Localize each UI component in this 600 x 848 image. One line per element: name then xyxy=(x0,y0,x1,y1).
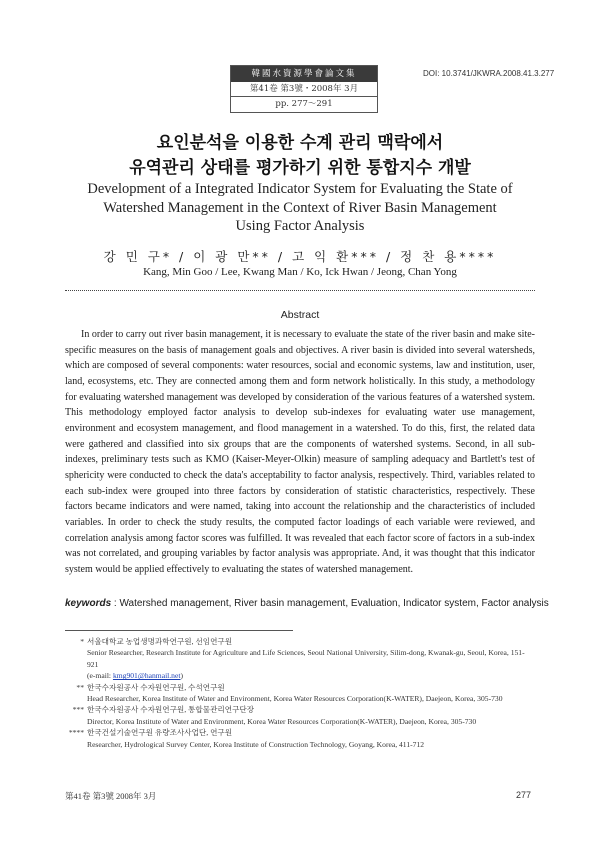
header-divider xyxy=(65,290,535,291)
footnote-2 xyxy=(65,682,535,705)
authors-english: Kang, Min Goo / Lee, Kwang Man / Ko, Ick Hwan / Jeong, Chan Yong xyxy=(143,266,457,278)
footnote-affiliation-ko: 한국수자원공사 수자원연구원, 수석연구원 xyxy=(87,682,225,692)
footnote-mark: *** xyxy=(72,705,84,715)
author-email-link[interactable]: kmg901@hanmail.net xyxy=(112,671,181,681)
keywords-label: keywords xyxy=(65,598,112,609)
korean-title-line-1: 요인분석을 이용한 수계 관리 맥락에서 xyxy=(156,133,444,153)
footnote-3 xyxy=(65,704,535,727)
footnote-affiliation-en: Researcher, Hydrological Survey Center, Korea Institute of Construction Technology, Goyang, Korea, 411-712 xyxy=(87,739,425,749)
footnote-affiliation-en: Senior Researcher, Research Institute for Agriculture and Life Sciences, Seoul National University, Silim-dong, Kwanak-gu, Seoul, Korea, 151-921 xyxy=(87,648,525,669)
korean-title-line-2: 유역관리 상태를 평가하기 위한 통합지수 개발 xyxy=(129,158,471,178)
page-number: 277 xyxy=(516,790,532,800)
journal-info-box xyxy=(230,65,378,113)
english-title-line-2: Watershed Management in the Context of River Basin Management xyxy=(103,199,497,216)
footnote-1 xyxy=(65,636,535,682)
keywords-line xyxy=(65,598,549,609)
footer-journal-issue: 第41卷 第3號 2008年 3月 xyxy=(65,791,157,801)
korean-title xyxy=(0,131,600,181)
footnote-divider xyxy=(65,630,293,631)
keywords-separator: : xyxy=(111,598,120,609)
footnote-mark: ** xyxy=(76,682,84,692)
abstract-text: In order to carry out river basin management, it is necessary to evaluate the state of the river basin and make site-specific measures on the basis of management goals and objectives. A river basin is divided into several watersheds, which are composed of several components: water resources, social and economic systems, law and institution, user, land, ecosystems, etc. They are connected among them and form network holistically. In this study, a methodology for evaluating watershed management was developed by consideration of the various features of a watershed system. This methodology employed factor analysis to develop sub-indexes for evaluating water use management, environment and ecosystem management, and flood management in a watershed. To do this, first, the related data were gathered and classified into six groups that are the components of watershed systems. Second, in all sub-indexes, preliminary tests such as KMO (Kaiser-Meyer-Olkin) measure of sampling adequacy and Bartlett's test of sphericity were conducted to check the data's acceptability to factor analysis, respectively. Third, variables related to each sub-index were grouped into three factors by consideration of statistic characteristics, respectively. These factors became indicators and were named, taking into account the relationship and the characteristics of included variables. In order to check the study results, the computed factor loadings of each variable were reviewed, and correlation analysis among factor scores was fulfilled. It was revealed that each factor score of factors in a sub-index was not correlated, and grouping variables by factor analysis was appropriate. And, it was thought that this indicator system would be applied effectively to evaluating the states of watershed management. xyxy=(65,329,535,575)
journal-volume-issue: 第41卷 第3號・2008年 3月 xyxy=(231,82,377,97)
footnote-mark: **** xyxy=(68,728,84,738)
abstract-heading: Abstract xyxy=(280,309,320,321)
journal-name: 韓國水資源學會論文集 xyxy=(231,66,377,82)
english-title-line-3: Using Factor Analysis xyxy=(235,218,365,234)
english-title xyxy=(0,180,600,236)
footnote-affiliation-ko: 서울대학교 농업생명과학연구원, 선임연구원 xyxy=(87,637,233,646)
journal-pages: pp. 277～291 xyxy=(275,99,333,109)
doi-link[interactable]: DOI: 10.3741/JKWRA.2008.41.3.277 xyxy=(423,69,555,78)
footnote-affiliation-ko: 한국건설기술연구원 유량조사사업단, 연구원 xyxy=(87,728,233,738)
footnote-affiliation-en: Head Researcher, Korea Institute of Water and Environment, Korea Water Resources Corporation(K-WATER), Daejeon, Korea, 305-730 xyxy=(87,694,503,704)
english-title-line-1: Development of a Integrated Indicator System for Evaluating the State of xyxy=(87,181,513,197)
author-footnotes xyxy=(65,636,535,750)
authors-korean: 강 민 구* / 이 광 만** / 고 익 환*** / 정 찬 용**** xyxy=(103,249,497,264)
footnote-affiliation-ko: 한국수자원공사 수자원연구원, 통합물관리연구단장 xyxy=(87,705,255,715)
footnote-mark: * xyxy=(80,637,84,646)
footnote-email-suffix: ) xyxy=(180,671,183,681)
keywords-text: Watershed management, River basin management, Evaluation, Indicator system, Factor analysis xyxy=(119,598,549,609)
footnote-email-prefix: (e-mail: xyxy=(87,671,113,681)
footnote-4 xyxy=(65,727,535,750)
footnote-affiliation-en: Director, Korea Institute of Water and Environment, Korea Water Resources Corporation(K-WATER), Daejeon, Korea, 305-730 xyxy=(87,716,477,726)
